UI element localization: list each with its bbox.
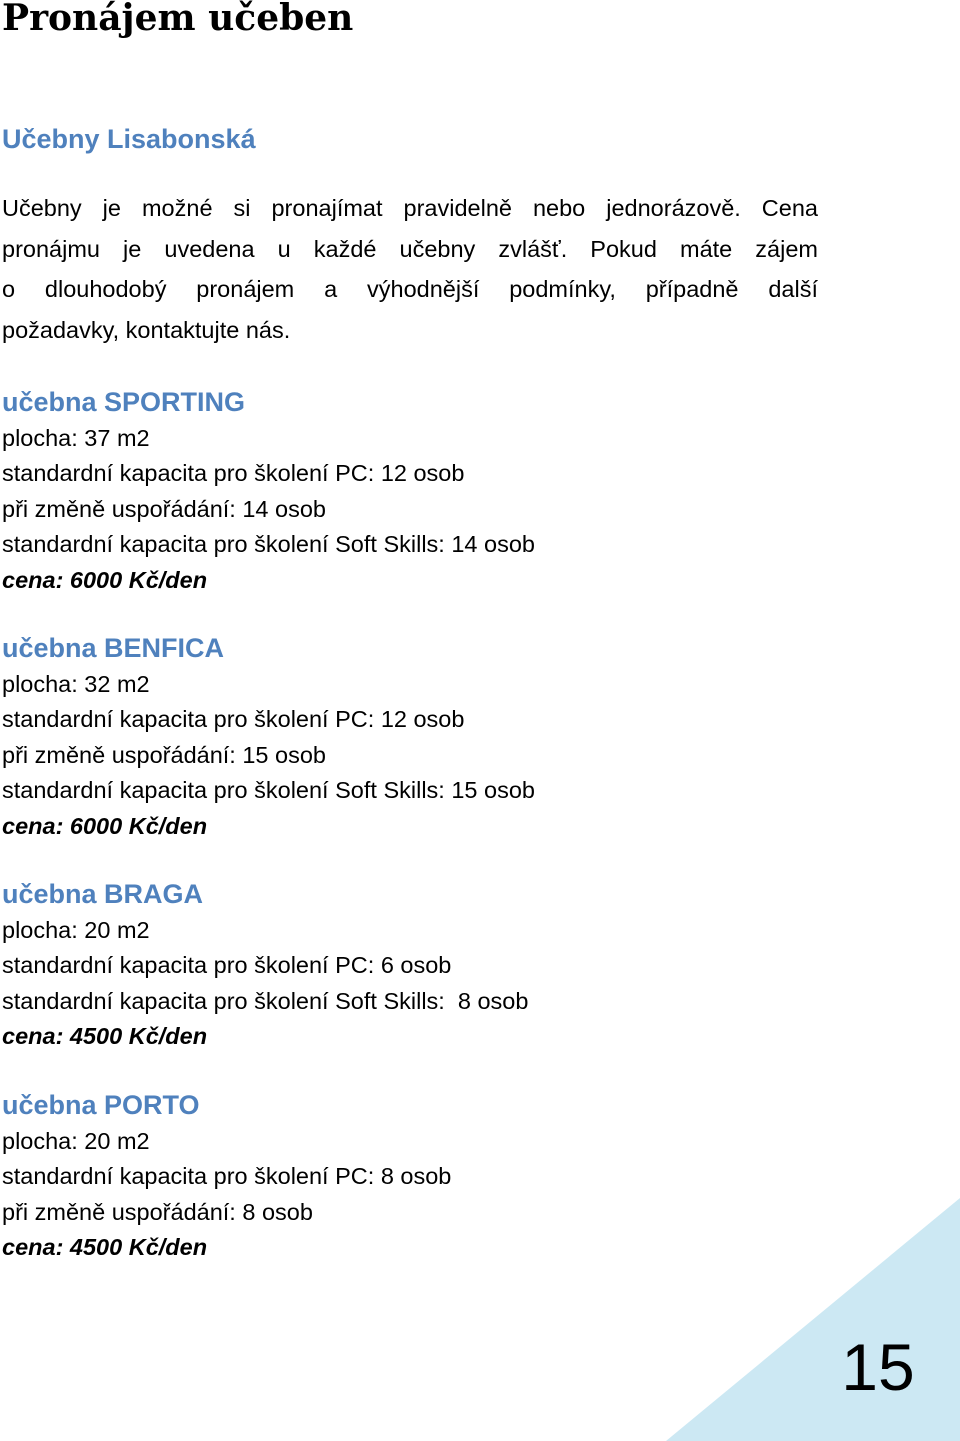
room-softskills-capacity: standardní kapacita pro školení Soft Skills: 15 osob bbox=[2, 777, 535, 803]
room-porto bbox=[2, 1088, 451, 1266]
room-braga bbox=[2, 877, 528, 1055]
room-rearranged-capacity: při změně uspořádání: 14 osob bbox=[2, 495, 326, 522]
room-name: učebna PORTO bbox=[2, 1090, 200, 1120]
page-title: Pronájem učeben bbox=[2, 0, 354, 39]
room-pc-capacity: standardní kapacita pro školení PC: 6 osob bbox=[2, 952, 452, 978]
room-price: cena: 4500 Kč/den bbox=[2, 1023, 208, 1049]
room-pc-capacity: standardní kapacita pro školení PC: 12 osob bbox=[2, 706, 465, 732]
room-price: cena: 6000 Kč/den bbox=[2, 566, 208, 593]
room-name: učebna SPORTING bbox=[2, 387, 246, 417]
intro-line: pronájmu je uvedena u každé učebny zvlášť. Pokud máte zájem bbox=[2, 235, 818, 262]
room-area: plocha: 37 m2 bbox=[2, 424, 150, 451]
room-softskills-capacity: standardní kapacita pro školení Soft Skills: 8 osob bbox=[2, 987, 529, 1014]
section-heading: Učebny Lisabonská bbox=[2, 124, 256, 154]
room-area: plocha: 20 m2 bbox=[2, 916, 150, 943]
page-number: 15 bbox=[841, 1330, 915, 1404]
room-pc-capacity: standardní kapacita pro školení PC: 8 osob bbox=[2, 1163, 452, 1189]
room-name: učebna BRAGA bbox=[2, 879, 204, 909]
intro-line: Učebny je možné si pronajímat pravidelně nebo jednorázově. Cena bbox=[2, 195, 818, 221]
room-softskills-capacity: standardní kapacita pro školení Soft Skills: 14 osob bbox=[2, 531, 535, 557]
room-rearranged-capacity: při změně uspořádání: 8 osob bbox=[2, 1198, 313, 1225]
room-sporting bbox=[2, 385, 535, 598]
intro-line: o dlouhodobý pronájem a výhodnější podmínky, případně další bbox=[2, 276, 818, 302]
room-benfica bbox=[2, 631, 535, 844]
room-price: cena: 6000 Kč/den bbox=[2, 812, 208, 839]
room-rearranged-capacity: při změně uspořádání: 15 osob bbox=[2, 741, 326, 768]
intro-line: požadavky, kontaktujte nás. bbox=[2, 316, 291, 343]
room-name: učebna BENFICA bbox=[2, 633, 225, 663]
room-area: plocha: 32 m2 bbox=[2, 670, 150, 697]
room-price: cena: 4500 Kč/den bbox=[2, 1234, 208, 1260]
room-pc-capacity: standardní kapacita pro školení PC: 12 osob bbox=[2, 460, 465, 486]
intro-paragraph bbox=[2, 188, 818, 350]
room-area: plocha: 20 m2 bbox=[2, 1127, 150, 1154]
